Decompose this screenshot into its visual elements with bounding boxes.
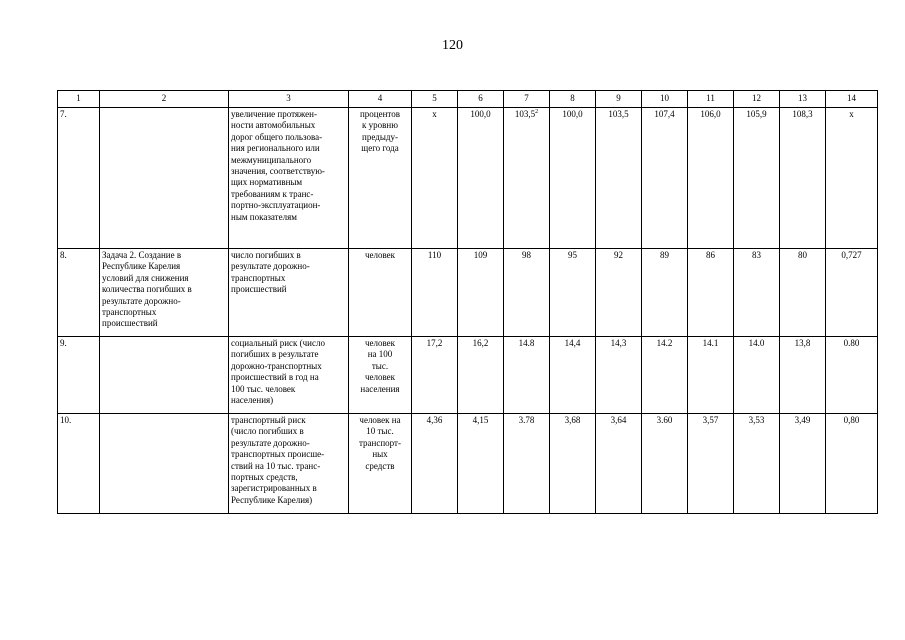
value-cell: 14,4 xyxy=(550,337,596,414)
unit-line: к уровню xyxy=(362,120,398,131)
indicator-line: транспортных происше- xyxy=(231,449,325,460)
value-cell: 106,0 xyxy=(688,108,734,249)
header-cell: 6 xyxy=(458,91,504,108)
indicator-line: дорог общего пользова- xyxy=(231,131,323,142)
value-cell: 92 xyxy=(596,249,642,337)
task-cell xyxy=(100,414,229,514)
unit-line: ных xyxy=(372,449,388,460)
unit-line: щего года xyxy=(361,143,399,154)
header-cell: 1 xyxy=(58,91,100,108)
task-line: условий для снижения xyxy=(102,272,189,283)
value-cell: 14.1 xyxy=(688,337,734,414)
value-cell: 14,3 xyxy=(596,337,642,414)
indicator-line: происшествий xyxy=(231,284,287,295)
indicator-line: погибших в результате xyxy=(231,349,319,360)
unit-cell xyxy=(349,108,412,249)
indicator-line: социальный риск (число xyxy=(231,338,325,348)
task-line: транспортных xyxy=(102,307,157,318)
task-cell xyxy=(100,108,229,249)
indicator-line: транспортный риск xyxy=(231,415,306,425)
indicator-line: результате дорожно- xyxy=(231,261,310,272)
value-text: 103,5 xyxy=(514,109,536,119)
header-cell: 10 xyxy=(642,91,688,108)
value-cell xyxy=(504,108,550,249)
indicator-line: значения, соответствую- xyxy=(231,166,325,177)
indicator-line: (число погибших в xyxy=(231,426,304,437)
row-number: 10. xyxy=(58,414,100,514)
value-cell: 100,0 xyxy=(458,108,504,249)
table-row xyxy=(58,414,878,514)
row-number: 8. xyxy=(58,249,100,337)
value-cell: 95 xyxy=(550,249,596,337)
value-cell: 3,64 xyxy=(596,414,642,514)
unit-cell xyxy=(349,337,412,414)
value-cell: 3.78 xyxy=(504,414,550,514)
indicator-cell xyxy=(229,337,349,414)
task-line: количества погибших в xyxy=(102,284,192,295)
value-cell: 13,8 xyxy=(780,337,826,414)
indicator-cell xyxy=(229,108,349,249)
value-cell: 3,57 xyxy=(688,414,734,514)
value-cell: 14.8 xyxy=(504,337,550,414)
value-cell: x xyxy=(412,108,458,249)
row-number: 9. xyxy=(58,337,100,414)
value-cell: 108,3 xyxy=(780,108,826,249)
indicator-cell xyxy=(229,249,349,337)
unit-cell xyxy=(349,249,412,337)
value-cell: 109 xyxy=(458,249,504,337)
header-cell: 13 xyxy=(780,91,826,108)
indicator-line: дорожно-транспортных xyxy=(231,360,322,371)
indicator-line: ности автомобильных xyxy=(231,120,316,131)
value-cell: 98 xyxy=(504,249,550,337)
indicator-line: зарегистрированных в xyxy=(231,483,317,494)
value-cell: x xyxy=(826,108,878,249)
value-cell: 14.0 xyxy=(734,337,780,414)
page-number: 120 xyxy=(442,38,463,53)
value-cell: 86 xyxy=(688,249,734,337)
indicator-line: портных средств, xyxy=(231,472,298,483)
value-cell: 14.2 xyxy=(642,337,688,414)
indicator-line: ным показателям xyxy=(231,211,297,222)
header-cell: 7 xyxy=(504,91,550,108)
table-row xyxy=(58,249,878,337)
unit-line: на 100 xyxy=(367,349,393,360)
row-number: 7. xyxy=(58,108,100,249)
indicator-line: ния регионального или xyxy=(231,143,320,154)
header-cell: 2 xyxy=(100,91,229,108)
task-line: Задача 2. Создание в xyxy=(102,250,182,260)
task-line: результате дорожно- xyxy=(102,295,181,306)
unit-line: человек xyxy=(364,250,396,260)
unit-line: человек xyxy=(364,338,396,348)
indicator-line: увеличение протяжен- xyxy=(231,109,317,119)
indicators-table xyxy=(57,90,878,514)
value-cell: 3.60 xyxy=(642,414,688,514)
header-cell: 14 xyxy=(826,91,878,108)
table-header-row xyxy=(58,91,878,108)
indicator-line: результате дорожно- xyxy=(231,437,310,448)
unit-line: транспорт- xyxy=(359,437,401,448)
indicator-line: происшествий в год на xyxy=(231,372,319,383)
value-cell: 83 xyxy=(734,249,780,337)
indicator-line: 100 тыс. человек xyxy=(231,383,296,394)
table-row xyxy=(58,337,878,414)
indicator-line: портно-эксплуатацион- xyxy=(231,200,321,211)
value-cell: 0,80 xyxy=(826,414,878,514)
header-cell: 11 xyxy=(688,91,734,108)
indicator-line: щих нормативным xyxy=(231,177,303,188)
unit-line: средств xyxy=(365,460,395,471)
value-cell: 100,0 xyxy=(550,108,596,249)
header-cell: 12 xyxy=(734,91,780,108)
indicator-line: требованиям к транс- xyxy=(231,188,314,199)
task-line: Республике Карелия xyxy=(102,261,181,272)
value-cell: 0,727 xyxy=(826,249,878,337)
value-cell: 3,53 xyxy=(734,414,780,514)
indicator-line: число погибших в xyxy=(231,250,301,260)
value-cell: 4,15 xyxy=(458,414,504,514)
table-row xyxy=(58,108,878,249)
unit-line: человек xyxy=(364,372,396,383)
value-cell: 17,2 xyxy=(412,337,458,414)
unit-line: человек на xyxy=(359,415,401,425)
task-cell xyxy=(100,249,229,337)
value-cell: 103,5 xyxy=(596,108,642,249)
value-cell: 89 xyxy=(642,249,688,337)
value-cell: 110 xyxy=(412,249,458,337)
value-cell: 0.80 xyxy=(826,337,878,414)
indicator-line: Республике Карелия) xyxy=(231,494,313,505)
task-cell xyxy=(100,337,229,414)
task-line: происшествий xyxy=(102,318,158,329)
value-cell: 16,2 xyxy=(458,337,504,414)
indicator-cell xyxy=(229,414,349,514)
value-cell: 3,68 xyxy=(550,414,596,514)
header-cell: 3 xyxy=(229,91,349,108)
value-cell: 3,49 xyxy=(780,414,826,514)
value-cell: 105,9 xyxy=(734,108,780,249)
indicator-line: межмуниципального xyxy=(231,154,312,165)
footnote-mark: 2 xyxy=(535,109,539,115)
unit-line: предыду- xyxy=(362,131,398,142)
unit-line: процентов xyxy=(359,109,400,119)
header-cell: 9 xyxy=(596,91,642,108)
value-cell: 80 xyxy=(780,249,826,337)
header-cell: 8 xyxy=(550,91,596,108)
indicator-line: транспортных xyxy=(231,272,286,283)
header-cell: 5 xyxy=(412,91,458,108)
unit-cell xyxy=(349,414,412,514)
indicator-line: ствий на 10 тыс. транс- xyxy=(231,460,321,471)
value-cell: 4,36 xyxy=(412,414,458,514)
value-cell: 107,4 xyxy=(642,108,688,249)
header-cell: 4 xyxy=(349,91,412,108)
indicator-line: населения) xyxy=(231,395,274,406)
unit-line: 10 тыс. xyxy=(366,426,394,437)
unit-line: населения xyxy=(360,383,400,394)
unit-line: тыс. xyxy=(371,360,389,371)
